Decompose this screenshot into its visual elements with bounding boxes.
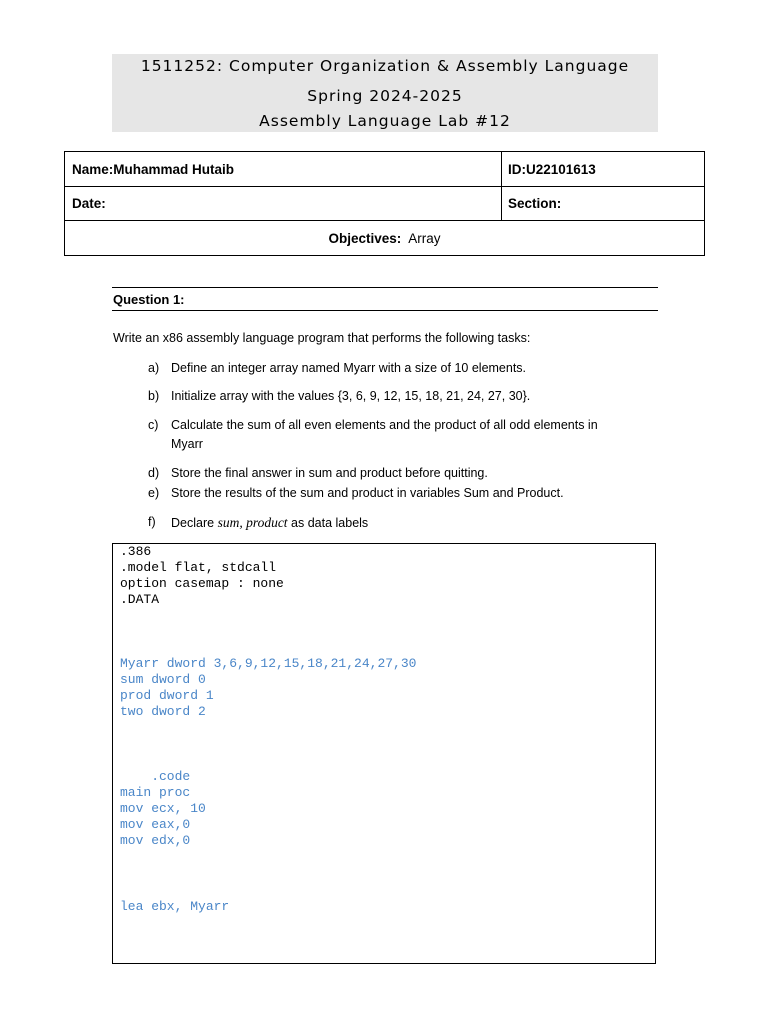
item-text: Initialize array with the values {3, 6, 9, 12, 15, 18, 21, 24, 27, 30}. xyxy=(171,389,531,403)
code-line: .code xyxy=(120,769,191,784)
student-id: ID:U22101613 xyxy=(508,161,596,177)
table-row xyxy=(65,221,704,256)
item-text-before: Declare xyxy=(171,516,215,530)
item-letter: a) xyxy=(148,361,160,375)
code-line: mov eax,0 xyxy=(120,817,191,832)
item-letter: d) xyxy=(148,466,160,480)
student-name: Name:Muhammad Hutaib xyxy=(72,161,235,177)
question-heading xyxy=(112,287,658,311)
item-letter: e) xyxy=(148,486,160,500)
date-label: Date: xyxy=(72,196,106,211)
code-line: mov ecx, 10 xyxy=(120,801,206,816)
code-answer-box xyxy=(112,543,656,964)
code-line: option casemap : none xyxy=(120,576,284,591)
objectives xyxy=(65,221,704,256)
code-line: Myarr dword 3,6,9,12,15,18,21,24,27,30 xyxy=(120,656,417,671)
code-line: main proc xyxy=(120,785,191,800)
item-letter: c) xyxy=(148,418,159,432)
item-letter: b) xyxy=(148,389,160,403)
lab-title: Assembly Language Lab #12 xyxy=(259,112,511,130)
table-row xyxy=(65,187,704,221)
course-title: 1511252: Computer Organization & Assembly Language xyxy=(140,57,630,75)
semester: Spring 2024-2025 xyxy=(307,87,463,105)
code-line: mov edx,0 xyxy=(120,833,191,848)
item-letter: f) xyxy=(148,515,156,529)
item-text xyxy=(171,513,621,533)
code-line: .386 xyxy=(120,544,152,559)
item-text-italic: sum, product xyxy=(217,515,288,530)
item-text: Store the final answer in sum and product before quitting. xyxy=(171,466,488,480)
question-intro: Write an x86 assembly language program that performs the following tasks: xyxy=(113,331,531,345)
code-line: lea ebx, Myarr xyxy=(120,899,230,914)
table-row xyxy=(65,152,704,187)
objectives-label: Objectives: xyxy=(328,231,402,246)
item-text: Calculate the sum of all even elements and the product of all odd elements in Myarr xyxy=(171,418,598,451)
code-line: .model flat, stdcall xyxy=(120,560,277,575)
item-text: Define an integer array named Myarr with a size of 10 elements. xyxy=(171,361,527,375)
item-text-after: as data labels xyxy=(291,516,369,530)
code-line: .DATA xyxy=(120,592,160,607)
student-info-table xyxy=(64,151,705,256)
code-line: two dword 2 xyxy=(120,704,206,719)
item-text: Store the results of the sum and product in variables Sum and Product. xyxy=(171,486,564,500)
question-title: Question 1: xyxy=(113,292,185,307)
objectives-value: Array xyxy=(408,231,441,246)
course-header xyxy=(112,54,658,132)
code-line: sum dword 0 xyxy=(120,672,206,687)
section-label: Section: xyxy=(508,196,562,211)
code-line: prod dword 1 xyxy=(120,688,214,703)
